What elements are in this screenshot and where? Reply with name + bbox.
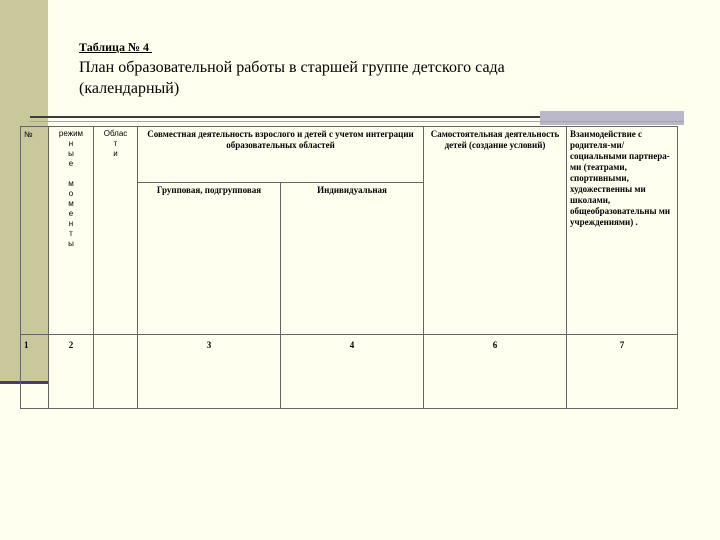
col-number-3: 3 — [138, 335, 281, 409]
page-title: План образовательной работы в старшей группе детского сада (календарный) — [79, 59, 505, 97]
header-areas: Облас т и — [94, 127, 138, 335]
col-number-7: 7 — [567, 335, 678, 409]
col-number-empty — [94, 335, 138, 409]
header-joint: Совместная деятельность взрослого и детей с учетом интеграции образовательных областей — [138, 127, 424, 183]
col-number-1: 1 — [21, 335, 49, 409]
column-numbers-row — [21, 335, 678, 409]
header-independent: Самостоятельная деятельность детей (создание условий) — [424, 127, 567, 335]
header-num — [21, 127, 49, 335]
col-number-6: 6 — [424, 335, 567, 409]
header-row-top — [21, 127, 678, 183]
header-joint-individual: Индивидуальная — [281, 183, 424, 335]
header-interaction: Взаимодействие с родителя-ми/ социальными партнера-ми (театрами, спортивными, художественны ми школами, общеобразовательны ми учреждениями) . — [567, 127, 678, 335]
col-number-4: 4 — [281, 335, 424, 409]
table-caption: Таблица № 4 — [79, 40, 153, 54]
title-divider-dark — [30, 116, 540, 118]
col-number-2: 2 — [49, 335, 94, 409]
plan-table — [20, 126, 678, 409]
header-regime: режим н ы е м о м е н т ы — [49, 127, 94, 335]
right-decor-block — [540, 111, 684, 125]
header-num-label: № — [24, 130, 33, 139]
title-divider-light — [30, 121, 684, 122]
header-joint-group: Групповая, подгрупповая — [138, 183, 281, 335]
